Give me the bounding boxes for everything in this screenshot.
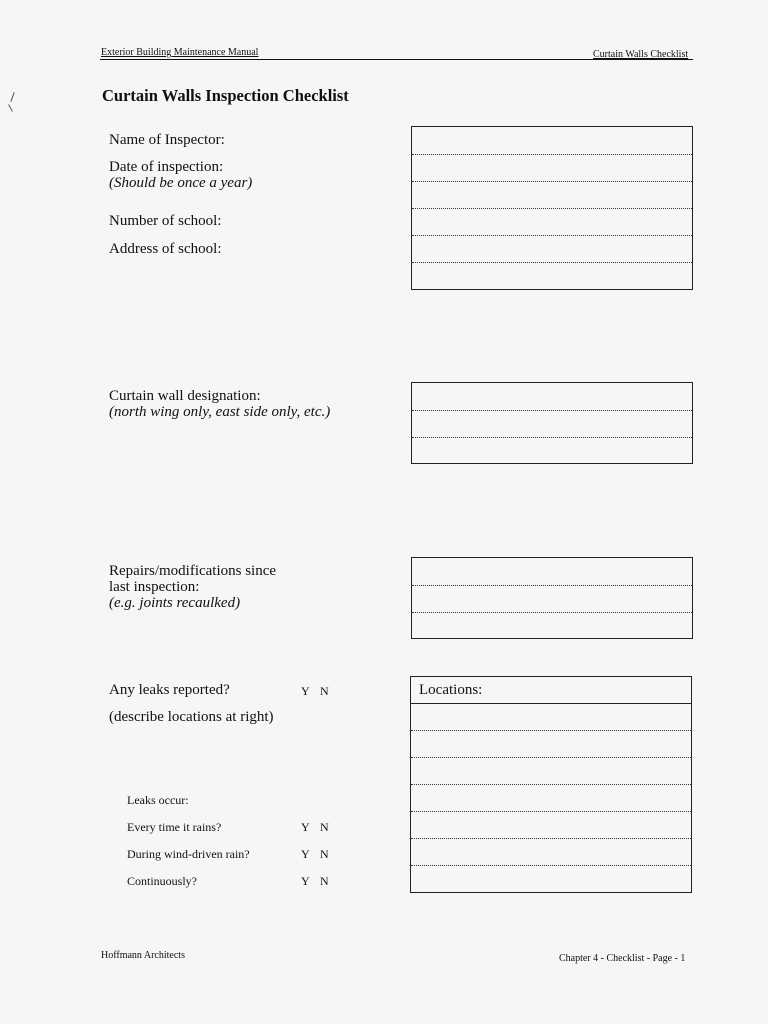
repairs-field[interactable] (412, 585, 692, 586)
every-rain-yn (301, 820, 339, 835)
school-number-field[interactable] (412, 208, 692, 209)
designation-note: (north wing only, east side only, etc.) (109, 404, 331, 420)
firm-name: Hoffmann Architects (101, 950, 185, 961)
repairs-field-2[interactable] (412, 612, 692, 613)
date-note: (Should be once a year) (109, 175, 253, 191)
school-address-field[interactable] (412, 235, 692, 236)
location-field[interactable] (411, 730, 691, 731)
designation-field[interactable] (412, 410, 692, 411)
question-wind-rain: During wind-driven rain? (127, 847, 250, 861)
designation-label: Curtain wall designation: (109, 388, 261, 404)
location-field[interactable] (411, 811, 691, 812)
no-option[interactable]: N (320, 874, 329, 888)
location-field[interactable] (411, 838, 691, 839)
school-address-field-2[interactable] (412, 262, 692, 263)
leaks-yn (301, 684, 339, 699)
school-address-label: Address of school: (109, 241, 222, 257)
inspector-field[interactable] (412, 154, 692, 155)
repairs-box (411, 557, 693, 639)
location-field[interactable] (411, 757, 691, 758)
inspector-label: Name of Inspector: (109, 132, 225, 148)
locations-header-rule (411, 703, 691, 704)
yes-option[interactable]: Y (301, 684, 310, 698)
checklist-header: Curtain Walls Checklist (593, 49, 689, 60)
date-label: Date of inspection: (109, 159, 224, 175)
date-field[interactable] (412, 181, 692, 182)
continuously-yn (301, 874, 339, 889)
yes-option[interactable]: Y (301, 847, 310, 861)
margin-mark (8, 104, 13, 111)
margin-mark (10, 92, 14, 102)
designation-field-2[interactable] (412, 437, 692, 438)
locations-label: Locations: (419, 682, 483, 698)
manual-title: Exterior Building Maintenance Manual (101, 47, 259, 58)
wind-rain-yn (301, 847, 339, 862)
school-number-label: Number of school: (109, 213, 222, 229)
leaks-question: Any leaks reported? (109, 682, 230, 698)
page-number: Chapter 4 - Checklist - Page - 1 (559, 953, 686, 964)
question-continuously: Continuously? (127, 874, 198, 888)
question-every-rain: Every time it rains? (127, 820, 222, 834)
designation-box (411, 382, 693, 464)
leaks-occur-label: Leaks occur: (127, 793, 189, 807)
repairs-note: (e.g. joints recaulked) (109, 595, 241, 611)
locations-box (410, 676, 692, 893)
describe-note: (describe locations at right) (109, 709, 274, 725)
yes-option[interactable]: Y (301, 820, 310, 834)
location-field[interactable] (411, 784, 691, 785)
header-rule (100, 59, 693, 60)
inspection-info-box (411, 126, 693, 290)
page-title: Curtain Walls Inspection Checklist (102, 86, 349, 105)
location-field[interactable] (411, 865, 691, 866)
repairs-label-2: last inspection: (109, 579, 200, 595)
no-option[interactable]: N (320, 847, 329, 861)
repairs-label: Repairs/modifications since (109, 563, 277, 579)
no-option[interactable]: N (320, 684, 329, 698)
no-option[interactable]: N (320, 820, 329, 834)
yes-option[interactable]: Y (301, 874, 310, 888)
